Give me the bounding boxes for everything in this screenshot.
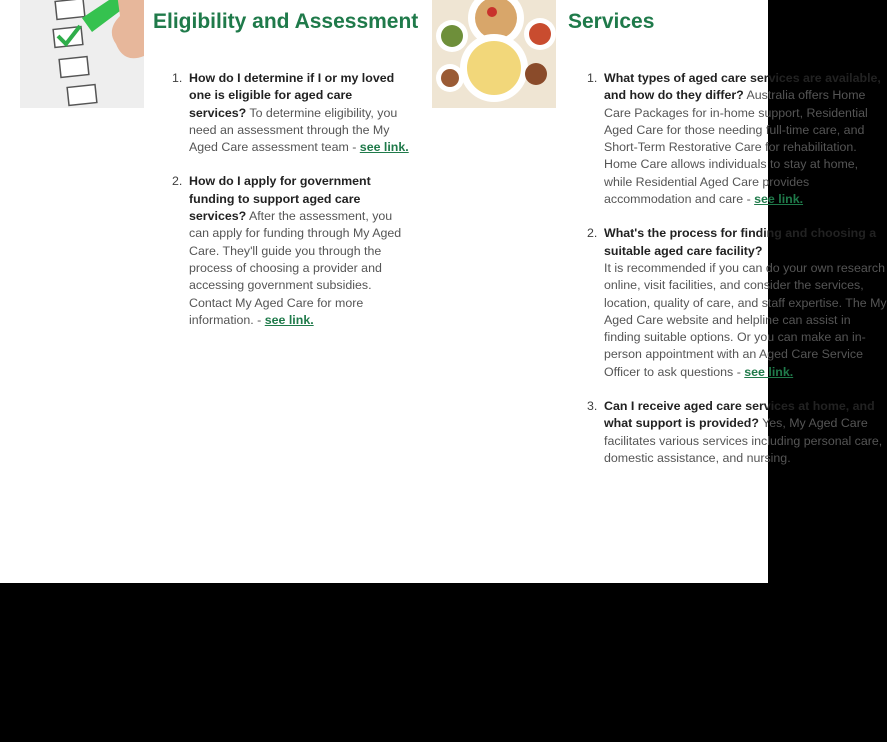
- faq-number: 3.: [587, 399, 598, 414]
- faq-answer: After the assessment, you can apply for funding through My Aged Care. They'll guide you through the process of choosing a provider and accessing government subsidies. Contact My Aged Care for more information. -: [189, 209, 402, 327]
- faq-answer: Australia offers Home Care Packages for in-home support, Residential Aged Care for those needing full-time care, and Short-Term Restorative Care for rehabilitation. Home Care allows individuals to stay at home, while Residential Aged Care provides accommodation and care -: [604, 88, 868, 207]
- see-link[interactable]: see link.: [264, 312, 314, 327]
- faq-answer: To determine eligibility, you need an assessment through the My Aged Care assessment team -: [189, 105, 398, 155]
- section-title-services: Services: [568, 10, 655, 33]
- black-area: [0, 583, 768, 742]
- see-link[interactable]: see link.: [754, 192, 804, 207]
- eligibility-faq-list: [172, 70, 412, 346]
- faq-item: [587, 398, 887, 467]
- faq-number: 2.: [172, 174, 183, 189]
- section-title-eligibility: Eligibility and Assessment: [153, 10, 419, 33]
- faq-number: 1.: [587, 71, 598, 85]
- food-plates-icon: [432, 0, 556, 108]
- see-link[interactable]: see link.: [744, 364, 794, 379]
- see-link[interactable]: see link.: [359, 140, 409, 155]
- faq-answer: [604, 260, 887, 381]
- services-faq-list: [587, 70, 887, 484]
- checklist-icon: [20, 0, 144, 108]
- faq-question: How do I determine if I or my loved one is eligible for aged care services?: [189, 71, 395, 120]
- faq-number: 2.: [587, 226, 598, 241]
- faq-question: What types of aged care services are available, and how do they differ?: [604, 71, 881, 103]
- faq-question: What's the process for finding and choosing a suitable aged care facility?: [604, 226, 877, 258]
- faq-answer-text: It is recommended if you can do your own research online, visit facilities, and consider the services, location, quality of care, and staff expertise. The My Aged Care website and helpline can assist in finding suitable options. Or you can make an in-person appointment with an Aged Care Service Officer to ask questions -: [604, 260, 887, 379]
- faq-question: Can I receive aged care services at home, and what support is provided?: [604, 399, 875, 431]
- faq-question: How do I apply for government funding to support aged care services?: [189, 174, 371, 224]
- faq-item: [172, 70, 412, 156]
- faq-item: [587, 70, 887, 208]
- faq-item: [172, 173, 412, 329]
- faq-answer: Yes, My Aged Care facilitates various services including personal care, domestic assistance, and nursing.: [604, 416, 883, 465]
- faq-item: [587, 225, 887, 381]
- faq-number: 1.: [172, 71, 183, 85]
